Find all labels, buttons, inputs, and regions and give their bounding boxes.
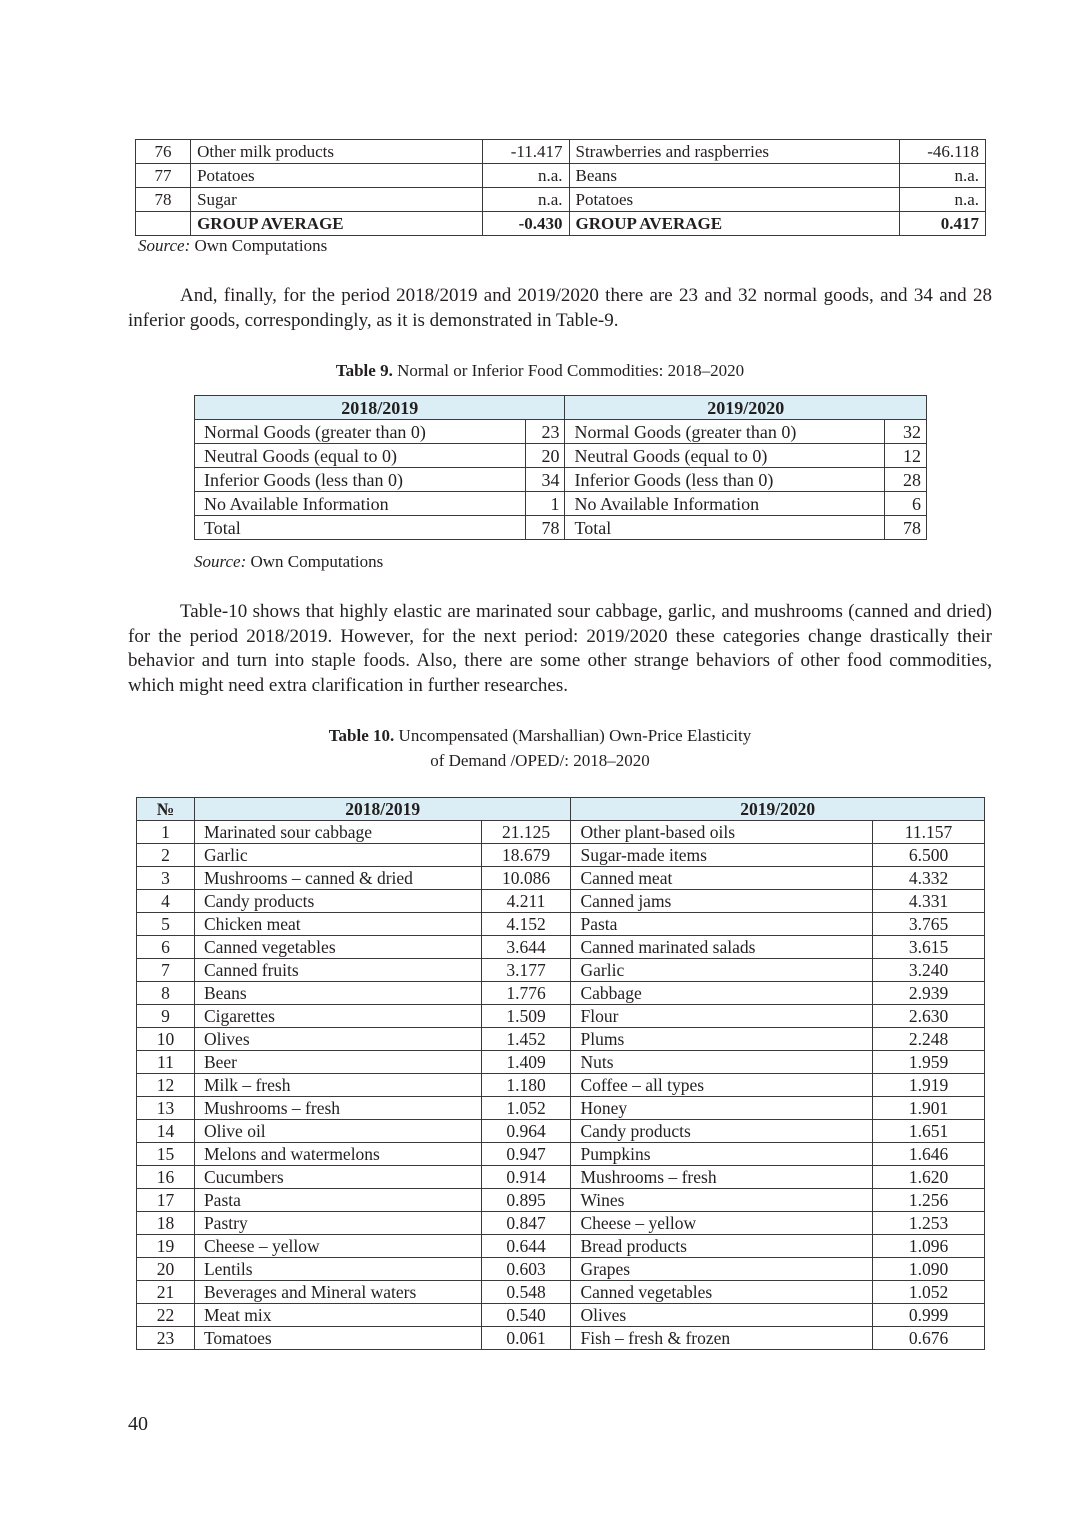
left-value: 1.052	[481, 1097, 571, 1120]
table-10	[136, 797, 985, 1350]
left-item: Olive oil	[194, 1120, 481, 1143]
table-row	[137, 1212, 985, 1235]
left-value: 1	[525, 492, 565, 516]
row-number: 3	[137, 867, 195, 890]
right-value: 28	[885, 468, 927, 492]
right-item: Fish – fresh & frozen	[571, 1327, 873, 1350]
left-value: 0.644	[481, 1235, 571, 1258]
right-value: 1.901	[873, 1097, 985, 1120]
table-9-source	[194, 552, 383, 572]
right-item: Mushrooms – fresh	[571, 1166, 873, 1189]
right-label: Total	[565, 516, 885, 540]
left-value: 0.914	[481, 1166, 571, 1189]
left-item: Beverages and Mineral waters	[194, 1281, 481, 1304]
right-item: Plums	[571, 1028, 873, 1051]
left-value: 23	[525, 420, 565, 444]
right-item: Wines	[571, 1189, 873, 1212]
left-value: 78	[525, 516, 565, 540]
row-number: 11	[137, 1051, 195, 1074]
right-label: Normal Goods (greater than 0)	[565, 420, 885, 444]
row-number: 19	[137, 1235, 195, 1258]
left-value: 34	[525, 468, 565, 492]
right-item: Sugar-made items	[571, 844, 873, 867]
right-value: 1.919	[873, 1074, 985, 1097]
caption-text: Normal or Inferior Food Commodities: 2018–2020	[397, 361, 745, 380]
left-item: Melons and watermelons	[194, 1143, 481, 1166]
left-item: Cigarettes	[194, 1005, 481, 1028]
row-number: 21	[137, 1281, 195, 1304]
table-row	[137, 936, 985, 959]
right-item: Coffee – all types	[571, 1074, 873, 1097]
right-value: 1.253	[873, 1212, 985, 1235]
left-value: 0.947	[481, 1143, 571, 1166]
right-value: 12	[885, 444, 927, 468]
left-value: 10.086	[481, 867, 571, 890]
row-number: 20	[137, 1258, 195, 1281]
right-item: Canned jams	[571, 890, 873, 913]
table-10-body	[137, 821, 985, 1350]
row-number: 1	[137, 821, 195, 844]
right-item: Olives	[571, 1304, 873, 1327]
right-value: 2.248	[873, 1028, 985, 1051]
row-number: 6	[137, 936, 195, 959]
right-value: 1.090	[873, 1258, 985, 1281]
row-number: 14	[137, 1120, 195, 1143]
right-value: 4.332	[873, 867, 985, 890]
right-value: n.a.	[899, 188, 985, 212]
table-row	[137, 982, 985, 1005]
table-row	[136, 164, 986, 188]
table-row	[137, 1258, 985, 1281]
table-9-body	[195, 420, 927, 540]
left-value: 20	[525, 444, 565, 468]
right-item: Nuts	[571, 1051, 873, 1074]
left-item: Sugar	[191, 188, 483, 212]
source-label: Source:	[138, 236, 191, 255]
left-item: Marinated sour cabbage	[194, 821, 481, 844]
table-9-caption	[0, 358, 1080, 383]
table-9	[194, 395, 927, 540]
row-number: 13	[137, 1097, 195, 1120]
left-value: 4.152	[481, 913, 571, 936]
row-number: 76	[136, 140, 191, 164]
left-label: Neutral Goods (equal to 0)	[195, 444, 526, 468]
left-label: Normal Goods (greater than 0)	[195, 420, 526, 444]
right-value: 3.765	[873, 913, 985, 936]
right-value: 32	[885, 420, 927, 444]
left-value: 1.409	[481, 1051, 571, 1074]
left-item: Pasta	[194, 1189, 481, 1212]
table-row	[137, 1120, 985, 1143]
table-row	[137, 1189, 985, 1212]
right-item: Beans	[569, 164, 899, 188]
caption-line-2: of Demand /OPED/: 2018–2020	[430, 751, 650, 770]
header-2019-2020: 2019/2020	[565, 396, 927, 420]
row-number: 7	[137, 959, 195, 982]
left-item: Mushrooms – canned & dried	[194, 867, 481, 890]
left-item: Pastry	[194, 1212, 481, 1235]
caption-line-1: Uncompensated (Marshallian) Own-Price Elasticity	[398, 726, 752, 745]
right-item: Strawberries and raspberries	[569, 140, 899, 164]
left-value: 1.509	[481, 1005, 571, 1028]
right-value: 1.959	[873, 1051, 985, 1074]
left-item: Potatoes	[191, 164, 483, 188]
table-8-source	[138, 236, 327, 256]
right-value: 4.331	[873, 890, 985, 913]
table-row	[136, 140, 986, 164]
left-group-average-label: GROUP AVERAGE	[191, 212, 483, 236]
right-value: -46.118	[899, 140, 985, 164]
page-number: 40	[128, 1413, 148, 1435]
table-9-header	[195, 396, 927, 420]
row-number: 16	[137, 1166, 195, 1189]
row-number: 77	[136, 164, 191, 188]
right-value: 1.052	[873, 1281, 985, 1304]
left-value: 1.776	[481, 982, 571, 1005]
caption-label: Table 9.	[335, 361, 393, 380]
right-value: 6.500	[873, 844, 985, 867]
caption-label: Table 10.	[328, 726, 395, 745]
left-value: 1.180	[481, 1074, 571, 1097]
table-row	[137, 1235, 985, 1258]
right-value: 1.256	[873, 1189, 985, 1212]
row-number: 17	[137, 1189, 195, 1212]
right-item: Canned vegetables	[571, 1281, 873, 1304]
right-value: 1.620	[873, 1166, 985, 1189]
right-item: Pasta	[571, 913, 873, 936]
row-number	[136, 212, 191, 236]
right-item: Honey	[571, 1097, 873, 1120]
right-group-average-value: 0.417	[899, 212, 985, 236]
left-group-average-value: -0.430	[483, 212, 569, 236]
left-item: Candy products	[194, 890, 481, 913]
header-2018-2019: 2018/2019	[195, 396, 565, 420]
table-row	[137, 1097, 985, 1120]
right-value: 1.646	[873, 1143, 985, 1166]
row-number: 23	[137, 1327, 195, 1350]
right-item: Grapes	[571, 1258, 873, 1281]
group-average-row	[136, 212, 986, 236]
left-value: 4.211	[481, 890, 571, 913]
right-label: Neutral Goods (equal to 0)	[565, 444, 885, 468]
right-item: Bread products	[571, 1235, 873, 1258]
left-item: Milk – fresh	[194, 1074, 481, 1097]
left-item: Lentils	[194, 1258, 481, 1281]
right-item: Pumpkins	[571, 1143, 873, 1166]
paragraph-1: And, finally, for the period 2018/2019 and 2019/2020 there are 23 and 32 normal goods, and 34 and 28 inferior goods, correspondingly, as it is demonstrated in Table-9.	[128, 285, 992, 331]
left-value: 1.452	[481, 1028, 571, 1051]
left-label: Inferior Goods (less than 0)	[195, 468, 526, 492]
left-value: n.a.	[483, 188, 569, 212]
right-value: 1.651	[873, 1120, 985, 1143]
table-row	[195, 444, 927, 468]
right-value: 2.939	[873, 982, 985, 1005]
right-value: 3.240	[873, 959, 985, 982]
table-row	[137, 1028, 985, 1051]
right-item: Canned marinated salads	[571, 936, 873, 959]
paragraph-2: Table-10 shows that highly elastic are marinated sour cabbage, garlic, and mushrooms (canned and dried) for the period 2018/2019. However, for the next period: 2019/2020 these categories change drastically their behavior and turn into staple foods. Also, there are some other strange behaviors of other food commodities, which might need extra clarification in further researches.	[128, 601, 992, 696]
table-row	[137, 1166, 985, 1189]
right-item: Cheese – yellow	[571, 1212, 873, 1235]
right-item: Cabbage	[571, 982, 873, 1005]
left-item: Olives	[194, 1028, 481, 1051]
left-value: 0.964	[481, 1120, 571, 1143]
right-value: 2.630	[873, 1005, 985, 1028]
row-number: 15	[137, 1143, 195, 1166]
right-group-average-label: GROUP AVERAGE	[569, 212, 899, 236]
table-8-tail	[135, 139, 986, 236]
left-value: 0.847	[481, 1212, 571, 1235]
right-value: 1.096	[873, 1235, 985, 1258]
header-2019-2020: 2019/2020	[571, 798, 985, 821]
table-row	[137, 844, 985, 867]
left-value: 0.540	[481, 1304, 571, 1327]
left-value: 21.125	[481, 821, 571, 844]
table-row	[195, 492, 927, 516]
right-value: 78	[885, 516, 927, 540]
table-row	[137, 821, 985, 844]
right-value: 3.615	[873, 936, 985, 959]
right-value: 6	[885, 492, 927, 516]
header-2018-2019: 2018/2019	[194, 798, 571, 821]
right-item: Garlic	[571, 959, 873, 982]
source-text: Own Computations	[194, 236, 328, 255]
table-row	[136, 188, 986, 212]
right-item: Canned meat	[571, 867, 873, 890]
right-label: Inferior Goods (less than 0)	[565, 468, 885, 492]
left-item: Beans	[194, 982, 481, 1005]
header-number: №	[137, 798, 195, 821]
table-10-header	[137, 798, 985, 821]
table-row	[137, 890, 985, 913]
table-row	[137, 867, 985, 890]
left-value: 3.644	[481, 936, 571, 959]
table-row	[195, 516, 927, 540]
row-number: 10	[137, 1028, 195, 1051]
row-number: 5	[137, 913, 195, 936]
row-number: 8	[137, 982, 195, 1005]
left-item: Chicken meat	[194, 913, 481, 936]
table-8-body	[136, 140, 986, 236]
left-value: 18.679	[481, 844, 571, 867]
left-value: -11.417	[483, 140, 569, 164]
left-value: 0.603	[481, 1258, 571, 1281]
source-label: Source:	[194, 552, 247, 571]
left-item: Beer	[194, 1051, 481, 1074]
row-number: 78	[136, 188, 191, 212]
left-label: Total	[195, 516, 526, 540]
row-number: 18	[137, 1212, 195, 1235]
left-value: 0.895	[481, 1189, 571, 1212]
right-item: Candy products	[571, 1120, 873, 1143]
row-number: 22	[137, 1304, 195, 1327]
left-label: No Available Information	[195, 492, 526, 516]
left-value: 0.548	[481, 1281, 571, 1304]
source-text: Own Computations	[250, 552, 384, 571]
left-value: 3.177	[481, 959, 571, 982]
right-value: 0.676	[873, 1327, 985, 1350]
table-row	[137, 1281, 985, 1304]
table-row	[137, 1304, 985, 1327]
left-item: Canned vegetables	[194, 936, 481, 959]
left-item: Tomatoes	[194, 1327, 481, 1350]
right-value: n.a.	[899, 164, 985, 188]
row-number: 9	[137, 1005, 195, 1028]
right-value: 11.157	[873, 821, 985, 844]
table-10-caption	[0, 723, 1080, 773]
left-value: n.a.	[483, 164, 569, 188]
table-row	[195, 468, 927, 492]
left-item: Canned fruits	[194, 959, 481, 982]
right-label: No Available Information	[565, 492, 885, 516]
right-item: Flour	[571, 1005, 873, 1028]
table-row	[137, 1074, 985, 1097]
right-item: Potatoes	[569, 188, 899, 212]
left-item: Mushrooms – fresh	[194, 1097, 481, 1120]
table-row	[137, 1143, 985, 1166]
table-row	[137, 959, 985, 982]
left-item: Cheese – yellow	[194, 1235, 481, 1258]
table-row	[195, 420, 927, 444]
left-item: Cucumbers	[194, 1166, 481, 1189]
table-row	[137, 1327, 985, 1350]
right-value: 0.999	[873, 1304, 985, 1327]
table-row	[137, 1005, 985, 1028]
row-number: 4	[137, 890, 195, 913]
right-item: Other plant-based oils	[571, 821, 873, 844]
row-number: 2	[137, 844, 195, 867]
row-number: 12	[137, 1074, 195, 1097]
left-item: Other milk products	[191, 140, 483, 164]
table-row	[137, 913, 985, 936]
table-row	[137, 1051, 985, 1074]
left-value: 0.061	[481, 1327, 571, 1350]
left-item: Garlic	[194, 844, 481, 867]
left-item: Meat mix	[194, 1304, 481, 1327]
